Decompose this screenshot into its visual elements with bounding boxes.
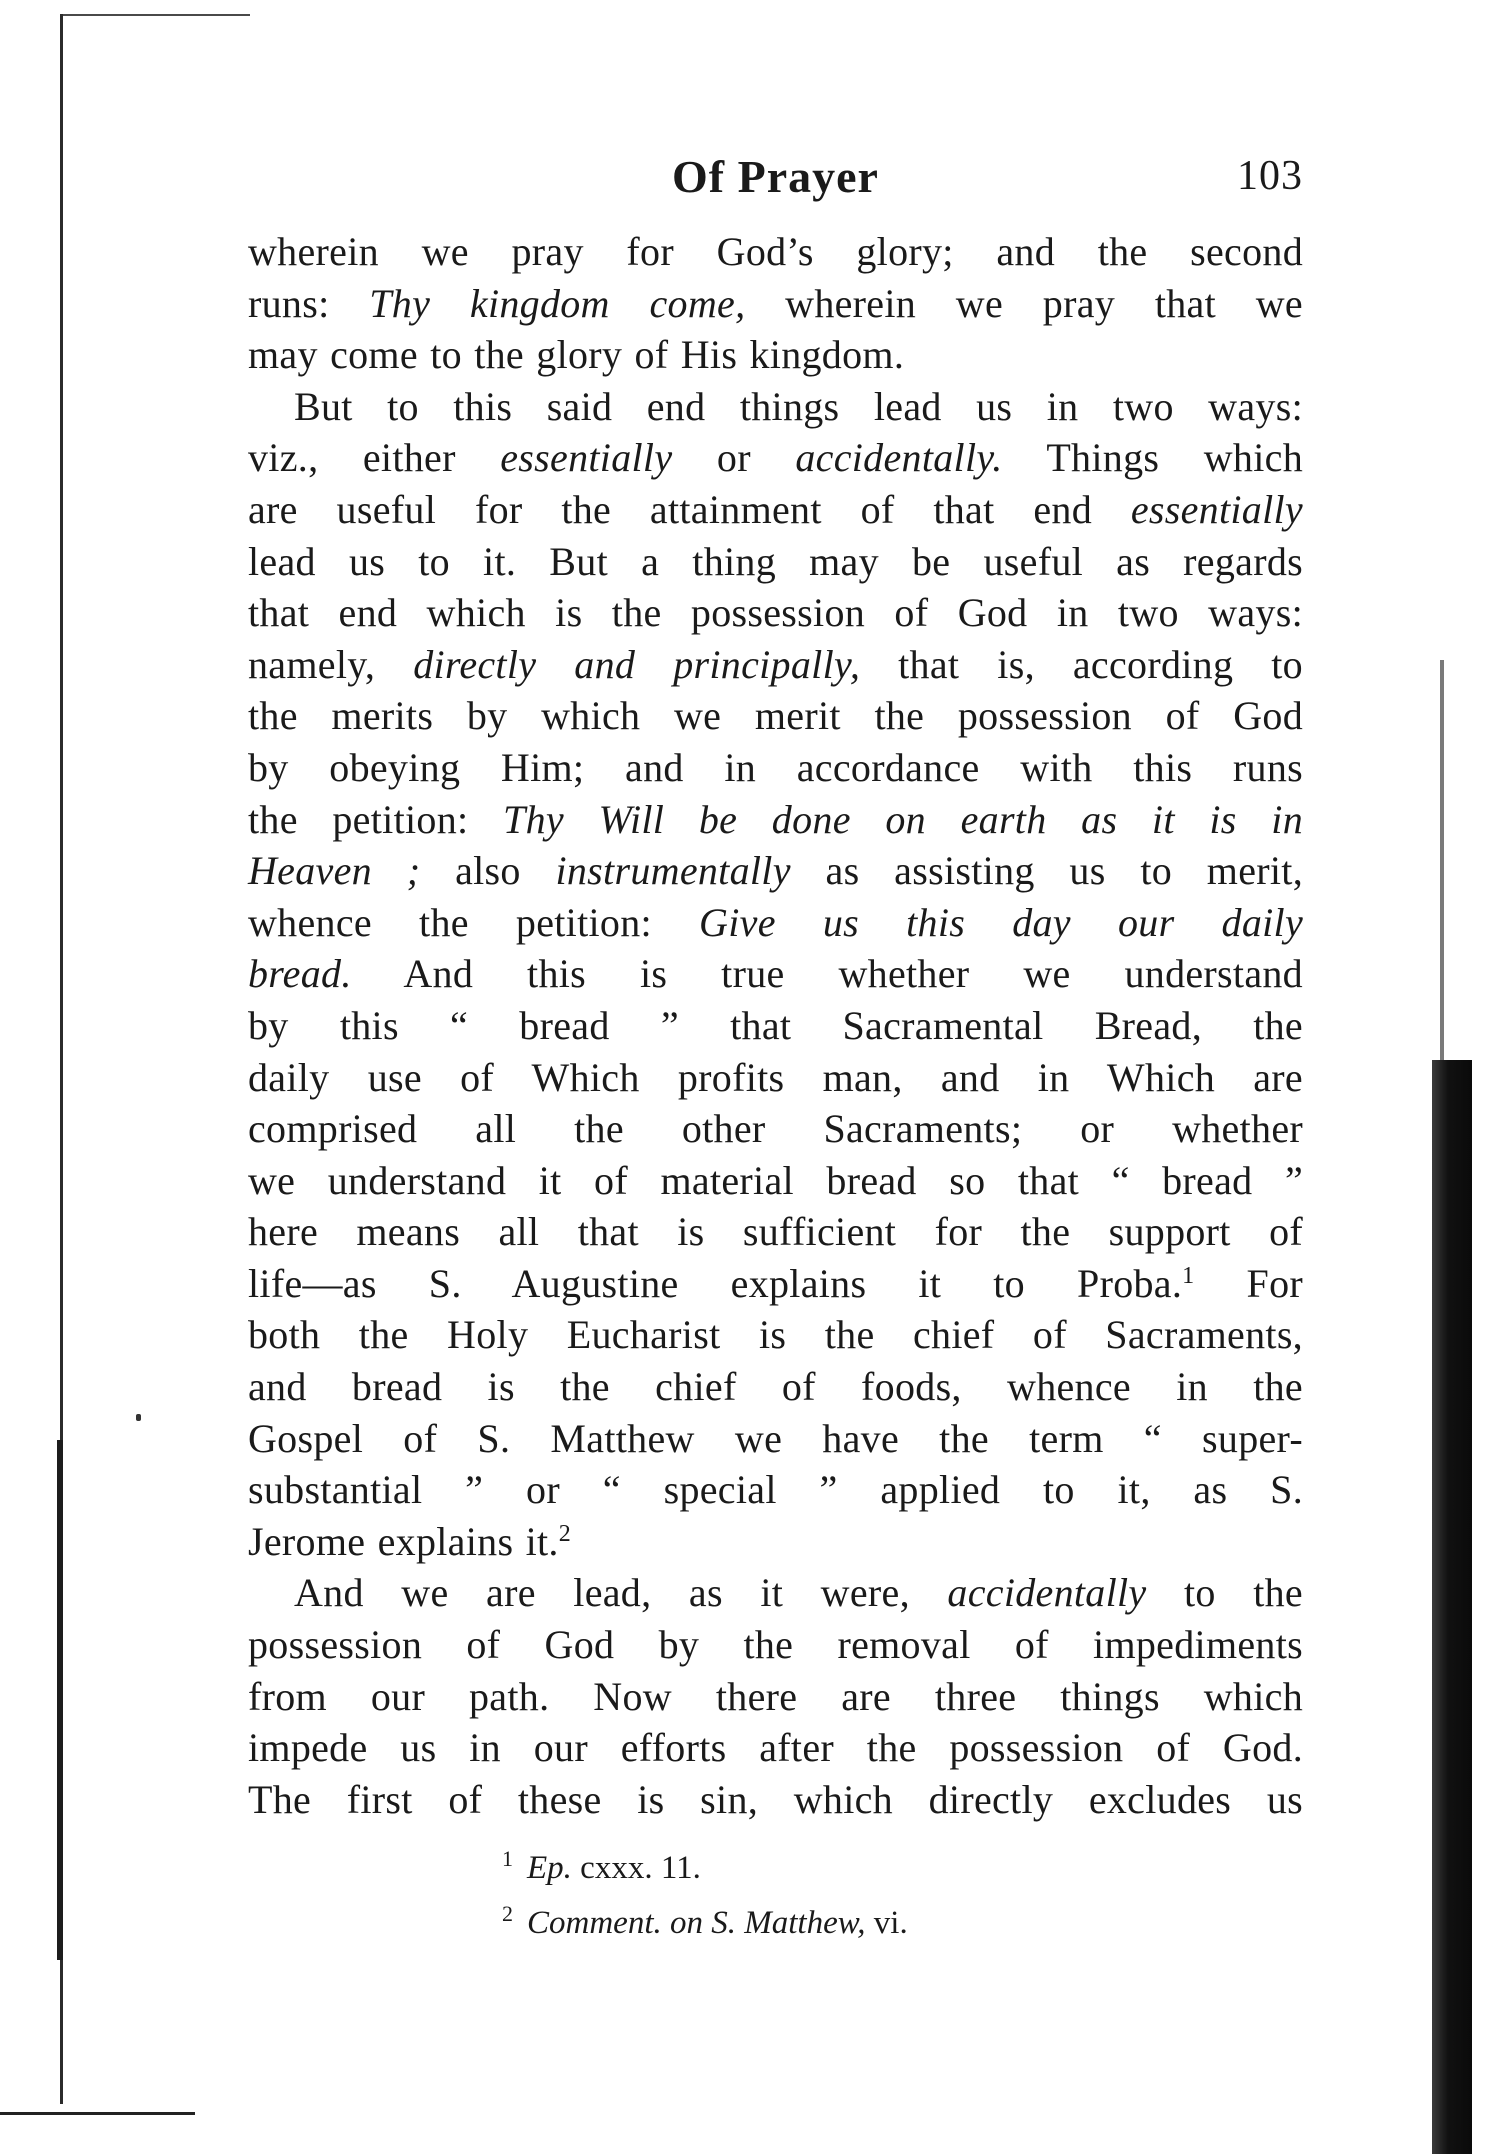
- footnote-mark: 1: [502, 1846, 513, 1871]
- text-line: [248, 226, 1303, 278]
- footnote-item: [502, 1836, 1202, 1891]
- text-segment: to the: [1146, 1570, 1303, 1616]
- italic-text: accidentally.: [795, 435, 1003, 481]
- text-line: [248, 432, 1303, 484]
- italic-text: instrumentally: [555, 848, 791, 894]
- text-segment: namely,: [248, 641, 414, 687]
- text-line: [248, 381, 1303, 433]
- text-line: [248, 742, 1303, 794]
- text-line: [248, 690, 1303, 742]
- text-line: [248, 1413, 1303, 1465]
- text-line: [248, 1052, 1303, 1104]
- text-line: [248, 587, 1303, 639]
- footnote-italic-text: Ep.: [527, 1850, 572, 1886]
- scan-edge-left-shadow: [57, 1440, 63, 1960]
- text-segment: also: [420, 848, 556, 894]
- text-line: [248, 1000, 1303, 1052]
- page-number: 103: [1237, 153, 1303, 199]
- text-line: [248, 1206, 1303, 1258]
- text-segment: lead us to it. But a thing may be useful as regards: [248, 538, 1303, 584]
- text-segment: runs:: [248, 280, 370, 326]
- body-text: [248, 226, 1303, 1825]
- text-segment: we understand it of material bread so that “ bread ”: [248, 1157, 1303, 1203]
- text-segment: that end which is the possession of God in two ways:: [248, 590, 1303, 636]
- text-line: [248, 1619, 1303, 1671]
- scan-edge-top: [60, 14, 250, 16]
- footnote-reference: 2: [558, 1520, 572, 1547]
- text-line: [248, 1774, 1303, 1826]
- text-segment: that is, according to: [860, 641, 1303, 687]
- footnote-italic-text: Comment. on S. Matthew,: [527, 1905, 866, 1941]
- text-line: [248, 1103, 1303, 1155]
- text-segment: by obeying Him; and in accordance with this runs: [248, 744, 1303, 790]
- text-line: [248, 1155, 1303, 1207]
- text-segment: comprised all the other Sacraments; or whether: [248, 1106, 1303, 1152]
- text-segment: whence the petition:: [248, 899, 700, 945]
- text-line: [248, 1309, 1303, 1361]
- text-segment: life—as S. Augustine explains it to Proba.: [248, 1260, 1183, 1306]
- text-segment: daily use of Which profits man, and in Which are: [248, 1054, 1303, 1100]
- text-segment: by this “ bread ” that Sacramental Bread, the: [248, 1002, 1303, 1048]
- text-segment: both the Holy Eucharist is the chief of Sacraments,: [248, 1312, 1303, 1358]
- text-segment: the merits by which we merit the possession of God: [248, 693, 1303, 739]
- text-line: [248, 1361, 1303, 1413]
- italic-text: essentially: [1130, 486, 1303, 532]
- text-segment: wherein we pray for God’s glory; and the second: [248, 229, 1303, 274]
- footnotes: [502, 1836, 1202, 1946]
- italic-text: directly and principally,: [413, 641, 861, 687]
- text-line: [248, 948, 1303, 1000]
- text-segment: viz., either: [248, 435, 501, 481]
- text-line: [248, 1671, 1303, 1723]
- text-segment: substantial ” or “ special ” applied to it, as S.: [248, 1467, 1303, 1513]
- text-segment: And we are lead, as it were,: [294, 1570, 948, 1616]
- text-line: [248, 1516, 1303, 1568]
- text-segment: wherein we pray that we: [745, 280, 1303, 326]
- text-segment: Jerome explains it.: [248, 1518, 559, 1564]
- text-segment: The first of these is sin, which directly excludes us: [248, 1776, 1303, 1822]
- text-line: [248, 1567, 1303, 1619]
- text-segment: Things which: [1002, 435, 1303, 481]
- footnote-item: [502, 1891, 1202, 1946]
- italic-text: essentially: [500, 435, 673, 481]
- text-line: [248, 1722, 1303, 1774]
- italic-text: accidentally: [947, 1570, 1147, 1616]
- footnote-text: cxxx. 11.: [571, 1850, 701, 1886]
- italic-text: Heaven ;: [248, 848, 421, 894]
- footnote-reference: 1: [1182, 1262, 1195, 1289]
- footnote-mark: 2: [502, 1901, 513, 1926]
- text-line: [248, 1258, 1303, 1310]
- footnote-text: vi.: [865, 1905, 908, 1941]
- text-segment: and bread is the chief of foods, whence in the: [248, 1364, 1303, 1410]
- text-segment: the petition:: [248, 796, 504, 842]
- text-line: [248, 639, 1303, 691]
- italic-text: Thy kingdom come,: [369, 280, 746, 326]
- text-segment: possession of God by the removal of impediments: [248, 1622, 1303, 1668]
- italic-text: Thy Will be done on earth as it is in: [503, 796, 1303, 842]
- text-line: [248, 536, 1303, 588]
- text-line: [248, 1464, 1303, 1516]
- scan-edge-right-shadow: [1432, 1060, 1472, 2154]
- text-segment: For: [1194, 1260, 1303, 1306]
- text-line: [248, 329, 1303, 381]
- text-segment: impede us in our efforts after the possession of God.: [248, 1725, 1303, 1771]
- italic-text: bread.: [248, 951, 352, 997]
- text-segment: are useful for the attainment of that end: [248, 486, 1131, 532]
- scan-speck: [136, 1414, 141, 1421]
- text-line: [248, 278, 1303, 330]
- text-segment: as assisting us to merit,: [790, 848, 1304, 894]
- running-head: [248, 150, 1303, 206]
- text-line: [248, 897, 1303, 949]
- text-segment: But to this said end things lead us in two ways:: [294, 383, 1303, 429]
- text-segment: from our path. Now there are three things which: [248, 1673, 1303, 1719]
- scan-edge-right-faint: [1440, 660, 1444, 1060]
- text-segment: here means all that is sufficient for the support of: [248, 1209, 1303, 1255]
- text-segment: Gospel of S. Matthew we have the term “ super-: [248, 1415, 1303, 1461]
- page-title: Of Prayer: [672, 151, 879, 202]
- text-segment: may come to the glory of His kingdom.: [248, 332, 905, 378]
- text-line: [248, 845, 1303, 897]
- text-segment: or: [672, 435, 796, 481]
- text-line: [248, 794, 1303, 846]
- text-line: [248, 484, 1303, 536]
- text-segment: And this is true whether we understand: [351, 951, 1303, 997]
- italic-text: Give us this day our daily: [699, 899, 1304, 945]
- scan-edge-bottom: [0, 2112, 195, 2115]
